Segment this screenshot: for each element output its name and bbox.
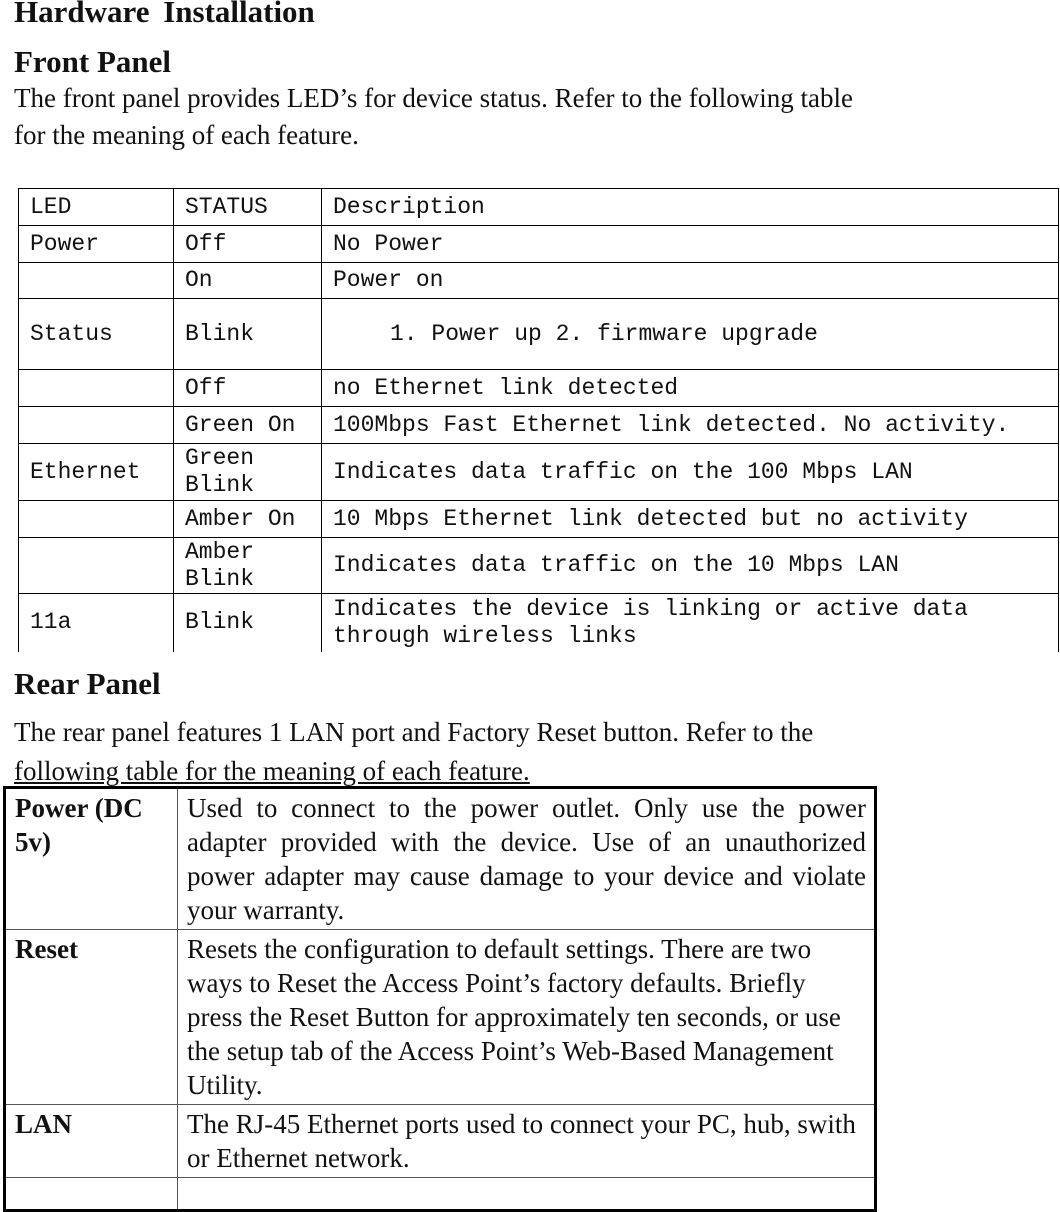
rear-panel-intro-line1: The rear panel features 1 LAN port and Factory Reset button. Refer to the (14, 717, 814, 747)
description-cell: Indicates data traffic on the 10 Mbps LAN (322, 538, 1059, 594)
header-led: LED (19, 189, 174, 226)
description-cell: Indicates the device is linking or active data through wireless links (322, 594, 1059, 652)
table-row (5, 788, 876, 930)
status-cell: Off (174, 226, 322, 263)
rear-text-cell: The RJ-45 Ethernet ports used to connect your PC, hub, swith or Ethernet network. (178, 1105, 876, 1178)
led-cell (19, 407, 174, 444)
led-cell: Status (19, 299, 174, 370)
header-status: STATUS (174, 189, 322, 226)
rear-label-cell (5, 1178, 178, 1211)
rear-panel-heading: Rear Panel (14, 666, 161, 701)
table-row (19, 407, 1059, 444)
table-row (19, 299, 1059, 370)
led-cell: Ethernet (19, 444, 174, 501)
table-row (19, 538, 1059, 594)
rear-text-cell (178, 1178, 876, 1211)
description-cell: 1. Power up 2. firmware upgrade (322, 299, 1059, 370)
rear-panel-intro-line2: following table for the meaning of each feature. (14, 756, 530, 786)
description-cell: 100Mbps Fast Ethernet link detected. No activity. (322, 407, 1059, 444)
rear-label-cell: Reset (5, 930, 178, 1105)
description-cell: 10 Mbps Ethernet link detected but no activity (322, 501, 1059, 538)
rear-text-cell: Resets the configuration to default settings. There are two ways to Reset the Access Point’s factory defaults. Briefly press the Reset Button for approximately ten seconds, or use the setup tab of the Access Point’s Web-Based Management Utility. (178, 930, 876, 1105)
status-cell: Amber Blink (174, 538, 322, 594)
status-cell: On (174, 263, 322, 299)
led-cell (19, 370, 174, 407)
led-cell (19, 501, 174, 538)
status-cell: Blink (174, 594, 322, 652)
led-table (18, 188, 1059, 652)
led-cell (19, 538, 174, 594)
led-cell (19, 263, 174, 299)
table-row (5, 1178, 876, 1211)
table-row (19, 263, 1059, 299)
led-cell: Power (19, 226, 174, 263)
table-row (19, 226, 1059, 263)
status-cell: Blink (174, 299, 322, 370)
header-description: Description (322, 189, 1059, 226)
front-panel-intro-line1: The front panel provides LED’s for device status. Refer to the following table (14, 83, 854, 113)
rear-panel-table (3, 786, 877, 1212)
table-row (19, 370, 1059, 407)
description-cell: Indicates data traffic on the 100 Mbps LAN (322, 444, 1059, 501)
description-cell: Power on (322, 263, 1059, 299)
front-panel-intro-line2: for the meaning of each feature. (14, 120, 359, 150)
led-table-header (19, 189, 1059, 226)
table-row (5, 1105, 876, 1178)
table-row (19, 501, 1059, 538)
status-cell: Green Blink (174, 444, 322, 501)
status-cell: Off (174, 370, 322, 407)
table-row (5, 930, 876, 1105)
description-cell: no Ethernet link detected (322, 370, 1059, 407)
front-panel-heading: Front Panel (14, 44, 171, 79)
status-cell: Amber On (174, 501, 322, 538)
table-row (19, 594, 1059, 652)
rear-label-cell: LAN (5, 1105, 178, 1178)
status-cell: Green On (174, 407, 322, 444)
rear-label-cell: Power (DC 5v) (5, 788, 178, 930)
rear-text-cell: Used to connect to the power outlet. Only use the power adapter provided with the device. Use of an unauthorized power adapter may cause damage to your device and violate your warranty. (178, 788, 876, 930)
page-title: Hardware Installation (14, 0, 315, 29)
led-cell: 11a (19, 594, 174, 652)
table-row (19, 444, 1059, 501)
description-cell: No Power (322, 226, 1059, 263)
